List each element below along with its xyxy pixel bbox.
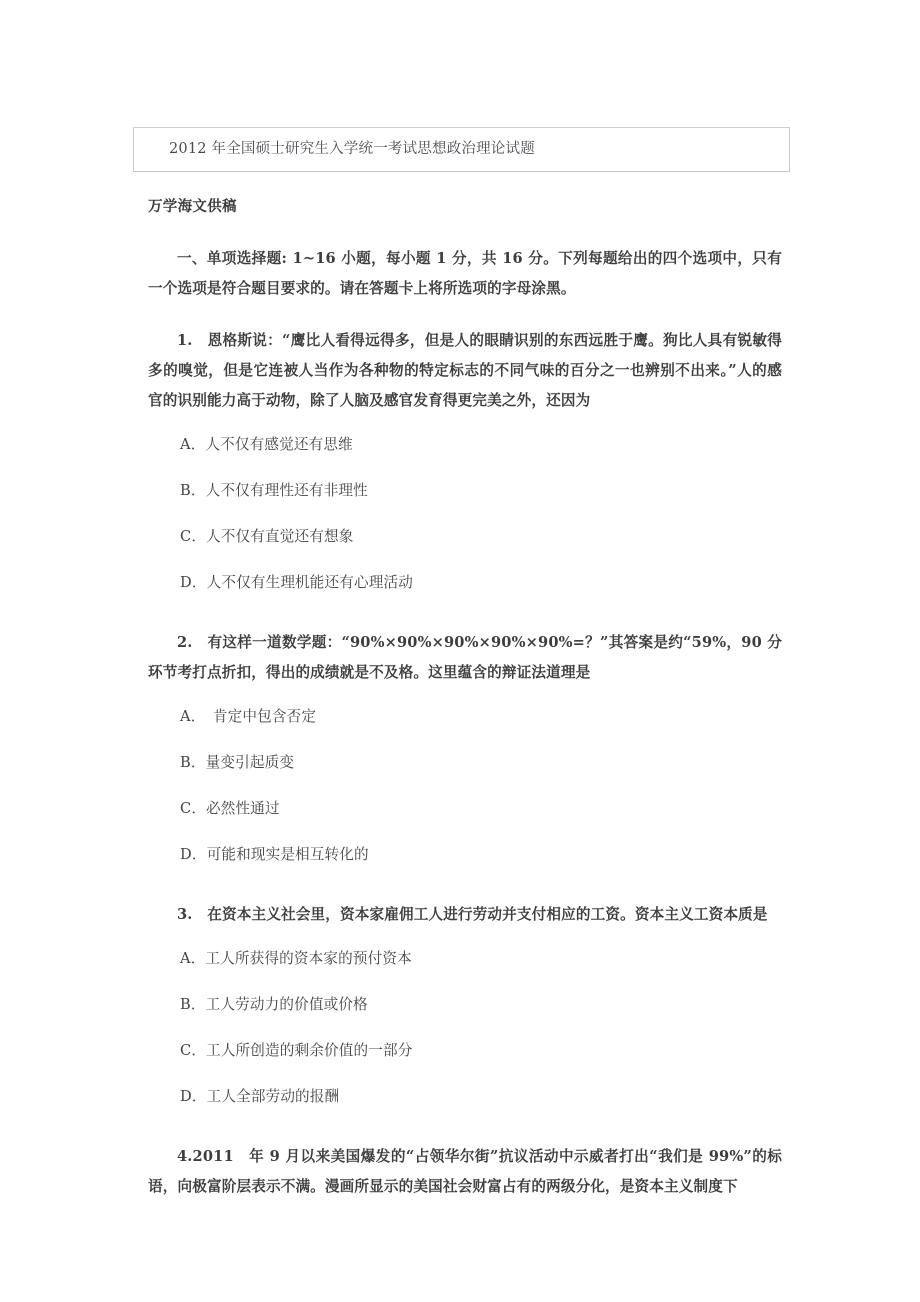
byline: 万学海文供稿 [148,198,237,215]
block-spacer [148,1130,782,1142]
question-options [148,422,782,606]
question-block-1 [148,326,782,606]
option-c[interactable]: C．工人所创造的剩余价值的一部分 [180,1042,413,1059]
question-stem: 2. 有这样一道数学题：“90%×90%×90%×90%×90%=？”其答案是约“59%，90 分环节考打点折扣，得出的成绩就是不及格。这里蕴含的辩证法道理是 [148,634,782,681]
option-a[interactable]: A．人不仅有感觉还有思维 [180,436,353,453]
page-title: 2012 年全国硕士研究生入学统一考试思想政治理论试题 [169,141,535,157]
option-d[interactable]: D．工人全部劳动的报酬 [180,1088,340,1105]
question-block-4 [148,1142,782,1202]
option-b[interactable]: B．人不仅有理性还有非理性 [180,482,368,499]
option-c[interactable]: C．人不仅有直觉还有想象 [180,528,354,545]
question-stem: 1. 恩格斯说：“鹰比人看得远得多，但是人的眼睛识别的东西远胜于鹰。狗比人具有锐敏得多的嗅觉，但是它连被人当作为各种物的特定标志的不同气味的百分之一也辨别不出来。”人的感官的识别能力高于动物，除了人脑及感官发育得更完美之外，还因为 [148,332,782,409]
question-block-2 [148,628,782,878]
block-spacer [148,888,782,900]
header-box [133,127,790,172]
option-a[interactable]: A． 肯定中包含否定 [180,708,317,725]
question-options [148,694,782,878]
question-options [148,936,782,1120]
option-d[interactable]: D．可能和现实是相互转化的 [180,846,369,863]
question-stem: 4.2011 年 9 月以来美国爆发的“占领华尔街”抗议活动中示威者打出“我们是 99%”的标语，向极富阶层表示不满。漫画所显示的美国社会财富占有的两级分化，是资本主义制度下 [148,1148,782,1195]
option-a[interactable]: A．工人所获得的资本家的预付资本 [180,950,412,967]
option-c[interactable]: C．必然性通过 [180,800,280,817]
option-b[interactable]: B．量变引起质变 [180,754,295,771]
option-d[interactable]: D．人不仅有生理机能还有心理活动 [180,574,414,591]
question-stem: 3. 在资本主义社会里，资本家雇佣工人进行劳动并支付相应的工资。资本主义工资本质是 [177,906,768,923]
question-block-3 [148,900,782,1120]
option-b[interactable]: B．工人劳动力的价值或价格 [180,996,368,1013]
document-body [148,196,782,1212]
block-spacer [148,616,782,628]
section-instructions: 一、单项选择题: 1~16 小题，每小题 1 分，共 16 分。下列每题给出的四个选项中，只有一个选项是符合题目要求的。请在答题卡上将所选项的字母涂黑。 [148,250,782,297]
